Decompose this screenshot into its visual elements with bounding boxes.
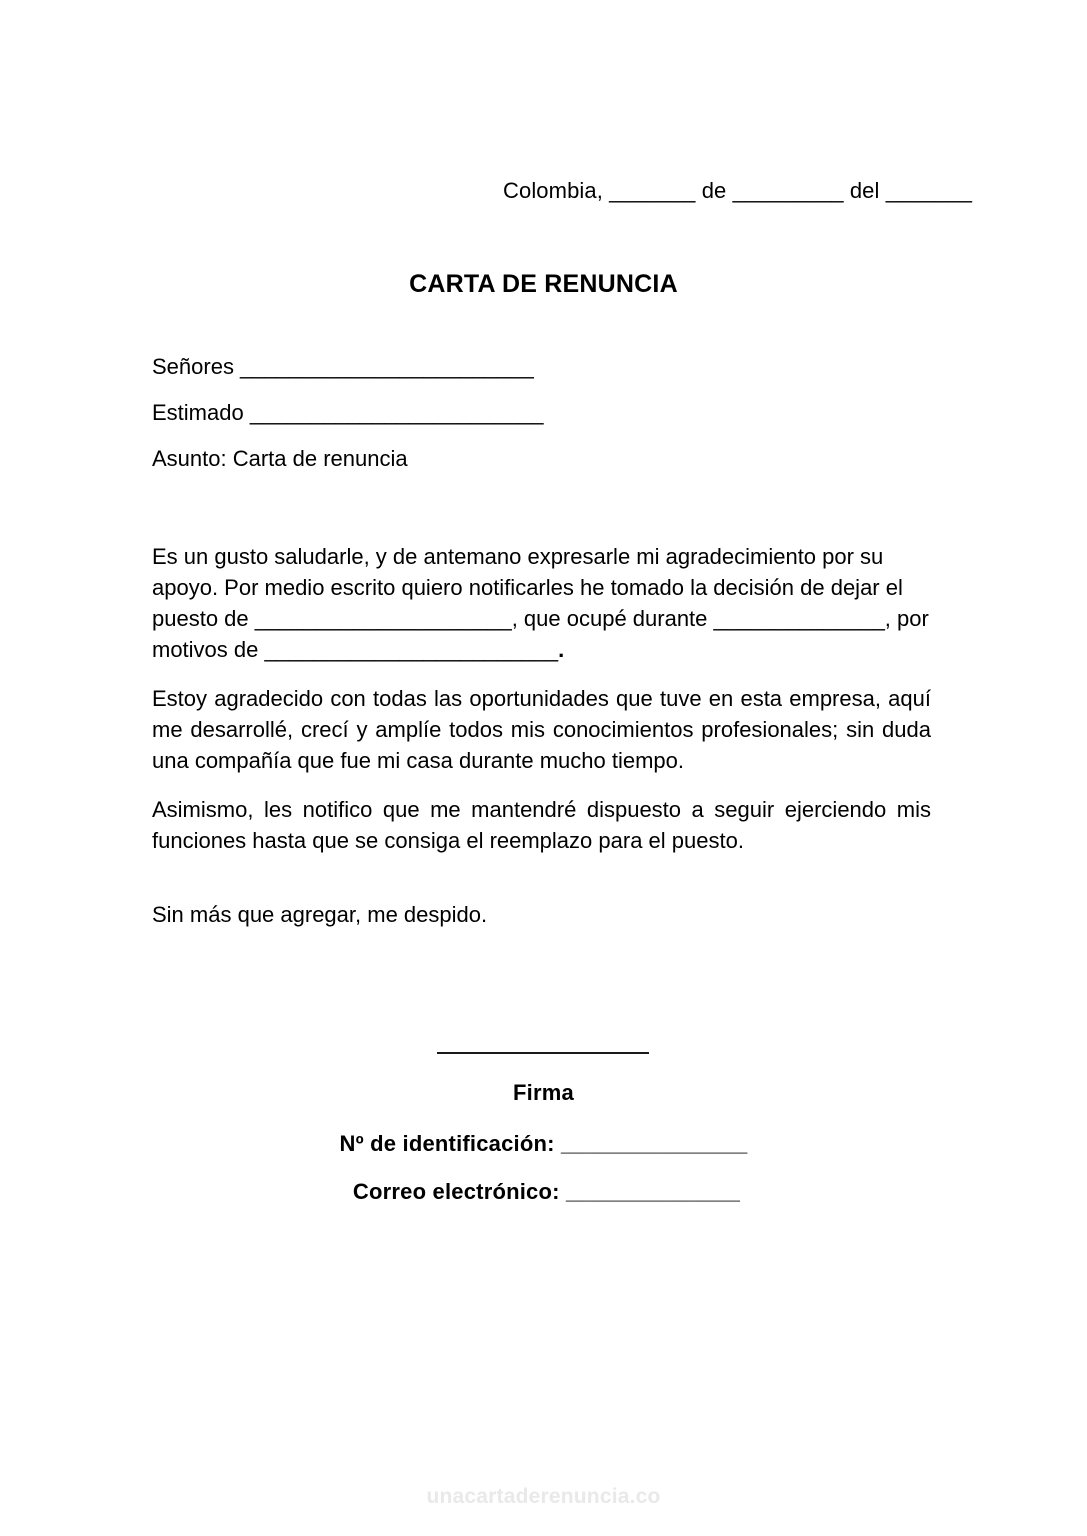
site-watermark: unacartaderenuncia.co xyxy=(426,1485,661,1508)
asunto-line: Asunto: Carta de renuncia xyxy=(152,446,408,471)
body-paragraph-1 xyxy=(152,541,931,665)
identification-field-label: Nº de identificación: _______________ xyxy=(339,1131,748,1156)
body-paragraph-3: Asimismo, les notifico que me mantendré dispuesto a seguir ejerciendo mis funciones hasta que se consiga el reemplazo para el puesto. xyxy=(152,797,931,853)
body-block xyxy=(152,541,931,874)
signature-label: Firma xyxy=(513,1080,574,1105)
estimado-line: Estimado ________________________ xyxy=(152,400,544,425)
body-paragraph-2: Estoy agradecido con todas las oportunidades que tuve en esta empresa, aquí me desarrollé, crecí y amplíe todos mis conocimientos profesionales; sin duda una compañía que fue mi casa durante mucho tiempo. xyxy=(152,686,931,773)
body-paragraph-1-period: . xyxy=(558,637,565,662)
addressee-block xyxy=(152,352,852,474)
date-line: Colombia, _______ de _________ del _______ xyxy=(503,178,973,203)
body-paragraph-1-text: Es un gusto saludarle, y de antemano expresarle mi agradecimiento por su apoyo. Por medio escrito quiero notificarles he tomado la decisión de dejar el puesto de _____________________, que ocupé durante ______________, por motivos de ________________________ xyxy=(152,544,929,662)
email-field-label: Correo electrónico: ______________ xyxy=(352,1179,741,1204)
signature-rule xyxy=(437,1052,649,1054)
page-title: CARTA DE RENUNCIA xyxy=(409,270,678,298)
closing-line: Sin más que agregar, me despido. xyxy=(152,902,488,927)
senores-line: Señores ________________________ xyxy=(152,354,534,379)
signature-block xyxy=(0,1052,1087,1205)
